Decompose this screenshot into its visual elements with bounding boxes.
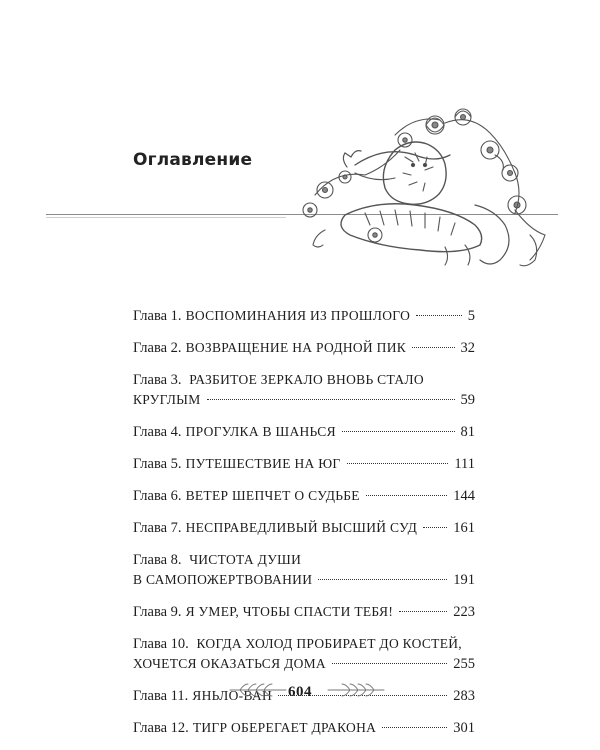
chapter-title: НЕСПРАВЕДЛИВЫЙ ВЫСШИЙ СУД — [185, 520, 418, 535]
dot-leader — [382, 727, 447, 728]
flower-icon — [502, 165, 518, 181]
flower-icon — [455, 109, 471, 125]
chapter-title: ВЕТЕР ШЕПЧЕТ О СУДЬБЕ — [185, 488, 360, 503]
chapter-page: 59 — [460, 392, 475, 408]
toc-entry-9[interactable] — [133, 602, 475, 622]
dot-leader — [207, 399, 455, 400]
chapter-title: ПРОГУЛКА В ШАНЬСЯ — [185, 424, 336, 439]
toc-entry-10[interactable] — [133, 634, 475, 674]
chapter-title: ПУТЕШЕСТВИЕ НА ЮГ — [185, 456, 341, 471]
chapter-title-line2: ХОЧЕТСЯ ОКАЗАТЬСЯ ДОМА — [133, 656, 326, 671]
dot-leader — [416, 315, 462, 316]
chapter-page: 191 — [453, 572, 475, 588]
dot-leader — [366, 495, 447, 496]
dot-leader — [399, 611, 447, 612]
chapter-page: 223 — [453, 604, 475, 620]
dot-leader — [342, 431, 455, 432]
chapter-page: 5 — [467, 308, 475, 324]
chapter-label: Глава 7. — [133, 520, 182, 536]
tiger-dragon-illustration — [285, 95, 570, 275]
chapter-label: Глава 9. — [133, 604, 182, 620]
chapter-title: ЯНЬЛО-ВАН — [192, 688, 272, 703]
chapter-page: 32 — [460, 340, 475, 356]
toc-entry-2[interactable] — [133, 338, 475, 358]
chapter-title-line1: ЧИСТОТА ДУШИ — [189, 552, 302, 567]
chapter-label: Глава 6. — [133, 488, 182, 504]
chapter-label: Глава 4. — [133, 424, 182, 440]
flower-icon — [368, 228, 382, 242]
chapter-page: 81 — [460, 424, 475, 440]
dot-leader — [332, 663, 447, 664]
chapter-page: 111 — [454, 456, 475, 472]
chapter-title: ТИГР ОБЕРЕГАЕТ ДРАКОНА — [192, 720, 377, 735]
chapter-label: Глава 8. — [133, 552, 182, 568]
chapter-label: Глава 12. — [133, 720, 189, 736]
flower-icon — [303, 203, 317, 217]
chapter-label: Глава 10. — [133, 636, 189, 652]
chapter-label: Глава 5. — [133, 456, 182, 472]
chapter-page: 161 — [453, 520, 475, 536]
dot-leader — [347, 463, 449, 464]
toc-entry-12[interactable] — [133, 718, 475, 738]
chapter-title: ВОСПОМИНАНИЯ ИЗ ПРОШЛОГО — [185, 308, 411, 323]
chapter-page: 301 — [453, 720, 475, 736]
page-title: Оглавление — [133, 150, 253, 170]
toc-entry-8[interactable] — [133, 550, 475, 590]
chapter-label: Глава 2. — [133, 340, 182, 356]
toc-entry-6[interactable] — [133, 486, 475, 506]
chapter-title-line2: В САМОПОЖЕРТВОВАНИИ — [133, 572, 313, 587]
page-number: 604 — [288, 684, 312, 700]
toc-entry-7[interactable] — [133, 518, 475, 538]
chapter-title-line2: КРУГЛЫМ — [133, 392, 201, 407]
chapter-label: Глава 3. — [133, 372, 182, 388]
leaf-sprig-right-icon — [326, 682, 386, 698]
chapter-page: 255 — [453, 656, 475, 672]
dot-leader — [412, 347, 454, 348]
dot-leader — [318, 579, 447, 580]
chapter-label: Глава 1. — [133, 308, 182, 324]
chapter-label: Глава 11. — [133, 688, 189, 704]
chapter-page: 144 — [453, 488, 475, 504]
toc-entry-5[interactable] — [133, 454, 475, 474]
toc-entry-4[interactable] — [133, 422, 475, 442]
chapter-title: ВОЗВРАЩЕНИЕ НА РОДНОЙ ПИК — [185, 340, 407, 355]
chapter-page: 283 — [453, 688, 475, 704]
chapter-title-line1: РАЗБИТОЕ ЗЕРКАЛО ВНОВЬ СТАЛО — [189, 372, 424, 387]
toc-entry-1[interactable] — [133, 306, 475, 326]
dot-leader — [423, 527, 447, 528]
chapter-title: Я УМЕР, ЧТОБЫ СПАСТИ ТЕБЯ! — [185, 604, 394, 619]
toc-entry-3[interactable] — [133, 370, 475, 410]
chapter-title-line1: КОГДА ХОЛОД ПРОБИРАЕТ ДО КОСТЕЙ, — [196, 636, 462, 651]
heading-rule-shadow — [46, 217, 286, 218]
flower-icon — [398, 133, 412, 147]
flower-icon — [339, 171, 351, 183]
